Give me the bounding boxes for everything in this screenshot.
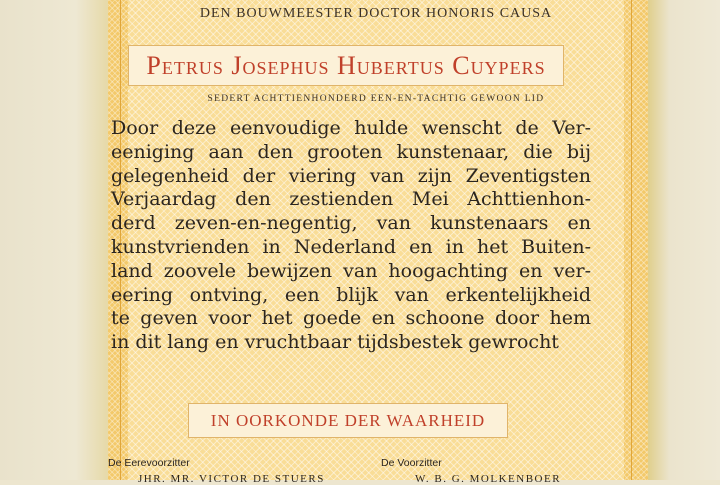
body-line: in dit lang en vruchtbaar tijdsbestek gewrocht [111, 331, 559, 354]
dedication-text [111, 117, 591, 355]
body-line: gelegenheid der viering van zijn Zeventigsten [111, 164, 591, 187]
body-line: eeniging aan den grooten kunstenaar, die bij [111, 140, 591, 163]
attestation-box [188, 403, 508, 438]
body-line: te geven voor het goede en schoone door hem [111, 307, 591, 330]
paper-margin-right [648, 0, 720, 480]
header-title: DEN BOUWMEESTER DOCTOR HONORIS CAUSA [199, 6, 553, 21]
honoree-name-box [128, 45, 564, 86]
signatory-role-honorary-chair: De Eerevoorzitter [108, 457, 190, 469]
signatory-role-chair: De Voorzitter [381, 457, 442, 469]
body-line: derd zeven-en-negentig, van kunstenaars en [111, 212, 591, 235]
body-line: eering ontving, een blijk van erkentelijkheid [111, 283, 591, 306]
signatory-name-honorary-chair: JHR. MR. VICTOR DE STUERS [138, 473, 325, 485]
body-line: Verjaardag den zestienden Mei Achttienhon- [111, 188, 591, 211]
membership-subline: SEDERT ACHTTIENHONDERD EEN-EN-TACHTIG GEWOON LID [207, 94, 545, 104]
body-line: kunstvrienden in Nederland en in het Buiten- [111, 235, 591, 258]
body-line: Door deze eenvoudige hulde wenscht de Ver- [111, 117, 591, 139]
signatory-name-chair: W. B. G. MOLKENBOER [415, 473, 562, 485]
body-line: land zoovele bewijzen van hoogachting en ver- [111, 259, 591, 282]
honoree-name: Petrus Josephus Hubertus Cuypers [146, 50, 546, 80]
paper-margin-left [0, 0, 108, 480]
attestation-text: IN OORKONDE DER WAARHEID [210, 410, 486, 430]
